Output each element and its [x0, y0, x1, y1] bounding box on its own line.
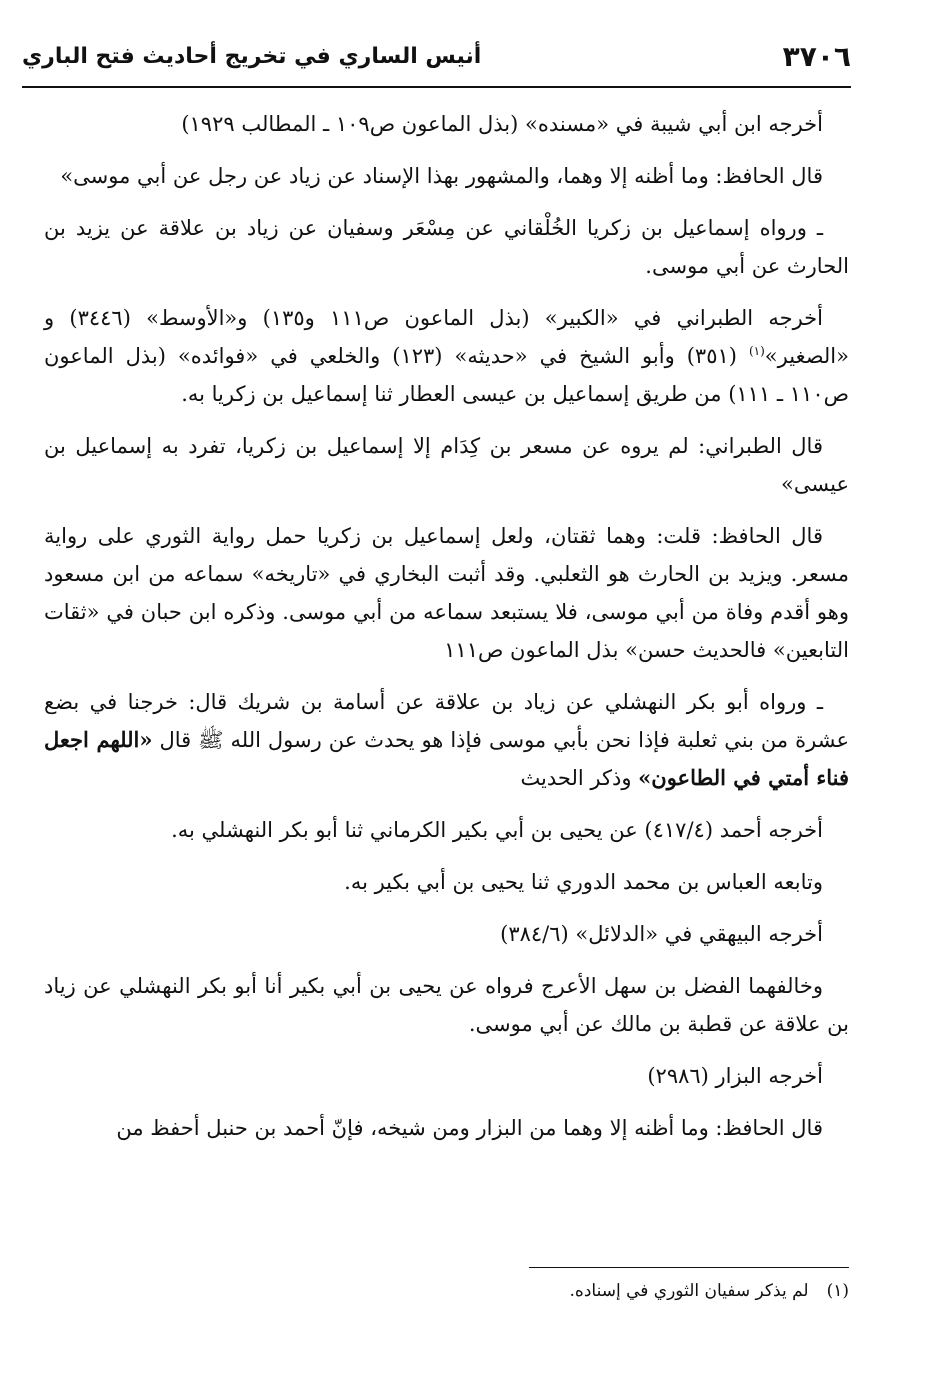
paragraph: وتابعه العباس بن محمد الدوري ثنا يحيى بن أبي بكير به. — [344, 870, 823, 894]
hadith-quote: «اللهم اجعل فناء أمتي في الطاعون» — [44, 727, 849, 790]
paragraph-text: (٣٥١) وأبو الشيخ في «حديثه» (١٢٣) والخلعي في «فوائده» (بذل الماعون ص١١٠ ـ ١١١) من طريق إسماعيل بن عيسى العطار ثنا إسماعيل بن زكريا به. — [44, 344, 849, 406]
footnote-number: (١) — [826, 1281, 849, 1301]
paragraph: أخرجه البزار (٢٩٨٦) — [647, 1064, 823, 1088]
paragraph: قال الحافظ: قلت: وهما ثقتان، ولعل إسماعيل بن زكريا حمل رواية الثوري على رواية مسعر. ويزيد بن الحارث هو الثعلبي. وقد أثبت البخاري في «تاريخه» سماعه من ابن مسعود وهو أقدم وفاة من أبي موسى، فلا يستبعد سماعه من أبي موسى. وذكره ابن حبان في «ثقات التابعين» فالحديث حسن» بذل الماعون ص١١١ — [44, 524, 849, 662]
footnote-text: لم يذكر سفيان الثوري في إسناده. — [569, 1281, 809, 1301]
paragraph-with-hadith — [44, 683, 849, 797]
paragraph: قال الحافظ: وما أظنه إلا وهما، والمشهور بهذا الإسناد عن زياد عن رجل عن أبي موسى» — [60, 164, 823, 188]
footnote-rule — [529, 1267, 849, 1268]
footnote — [44, 1276, 849, 1306]
paragraph-text: وذكر الحديث — [520, 766, 639, 790]
paragraph: قال الحافظ: وما أظنه إلا وهما من البزار ومن شيخه، فإنّ أحمد بن حنبل أحفظ من — [116, 1116, 823, 1140]
paragraph: أخرجه أحمد (٤١٧/٤) عن يحيى بن أبي بكير الكرماني ثنا أبو بكر النهشلي به. — [171, 818, 823, 842]
footnote-reference: (١) — [748, 344, 765, 358]
paragraph-with-footnote — [44, 299, 849, 413]
header-rule — [22, 86, 851, 88]
paragraph: وخالفهما الفضل بن سهل الأعرج فرواه عن يحيى بن أبي بكير أنا أبو بكر النهشلي عن زياد بن علاقة عن قطبة بن مالك عن أبي موسى. — [44, 974, 849, 1036]
paragraph: أخرجه ابن أبي شيبة في «مسنده» (بذل الماعون ص١٠٩ ـ المطالب ١٩٢٩) — [181, 112, 823, 136]
page-number: ٣٧٠٦ — [782, 40, 851, 73]
running-title: أنيس الساري في تخريج أحاديث فتح الباري — [22, 44, 482, 69]
paragraph-text: ـ ورواه أبو بكر النهشلي عن زياد بن علاقة عن أسامة بن شريك قال: خرجنا في بضع عشرة من بني ثعلبة فإذا نحن بأبي موسى فإذا هو يحدث عن رسول الله ﷺ قال — [44, 690, 849, 752]
paragraph-text: أخرجه الطبراني في «الكبير» (بذل الماعون ص١١١ و١٣٥) و«الأوسط» (٣٤٤٦) و «الصغير» — [44, 306, 849, 368]
paragraph: ـ ورواه إسماعيل بن زكريا الخُلْقاني عن مِسْعَر وسفيان عن زياد بن علاقة عن يزيد بن الحارث عن أبي موسى. — [44, 216, 849, 278]
paragraph: أخرجه البيهقي في «الدلائل» (٣٨٤/٦) — [500, 922, 823, 946]
page-header — [22, 38, 851, 88]
main-text — [44, 105, 849, 1161]
paragraph: قال الطبراني: لم يروه عن مسعر بن كِدَام إلا إسماعيل بن زكريا، تفرد به إسماعيل بن عيسى» — [44, 434, 849, 496]
